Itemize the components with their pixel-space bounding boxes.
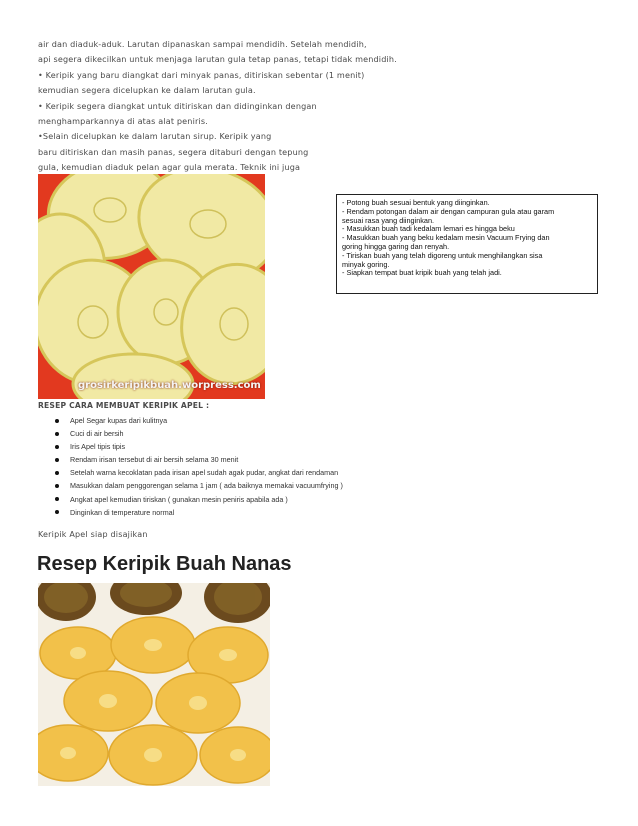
- step-text: Masukkan dalam penggorengan selama 1 jam ( ada baiknya memakai vacuumfrying ): [70, 481, 343, 491]
- list-item: [55, 440, 343, 453]
- step-text: Dinginkan di temperature normal: [70, 507, 175, 517]
- steps-note-box: [336, 194, 598, 294]
- note-line: - Rendam potongan dalam air dengan campuran gula atau garam: [342, 206, 555, 216]
- page-heading: Resep Keripik Buah Nanas: [37, 553, 292, 575]
- apple-chips-illustration: [38, 174, 265, 399]
- intro-paragraph: [38, 37, 438, 191]
- bullet-icon: [55, 432, 59, 436]
- intro-line: baru ditiriskan dan masih panas, segera ditaburi dengan tepung: [38, 146, 309, 157]
- pineapple-chips-photo: [38, 583, 270, 786]
- list-item: [55, 506, 343, 519]
- bullet-icon: [55, 497, 59, 501]
- intro-line: kemudian segera dicelupkan ke dalam larutan gula.: [38, 85, 256, 96]
- bullet-icon: [55, 484, 59, 488]
- note-line: sesuai rasa yang diinginkan.: [342, 215, 435, 225]
- intro-line: •Selain dicelupkan ke dalam larutan sirup. Keripik yang: [38, 131, 272, 142]
- step-text: Rendam irisan tersebut di air bersih selama 30 menit: [70, 455, 239, 465]
- list-item: [55, 453, 343, 466]
- list-item: [55, 493, 343, 506]
- step-text: Angkat apel kemudian tiriskan ( gunakan mesin peniris apabila ada ): [70, 494, 288, 504]
- bullet-icon: [55, 471, 59, 475]
- bullet-icon: [55, 419, 59, 423]
- step-text: Iris Apel tipis tipis: [70, 442, 126, 452]
- intro-line: menghamparkannya di atas alat peniris.: [38, 116, 208, 127]
- list-item: [55, 466, 343, 479]
- apple-chips-photo: [38, 174, 265, 399]
- pineapple-chips-illustration: [38, 583, 270, 786]
- note-line: - Potong buah sesuai bentuk yang diinginkan.: [342, 198, 490, 207]
- intro-line: gula, kemudian diaduk pelan agar gula merata. Teknik ini juga: [38, 162, 301, 173]
- photo-watermark: grosirkeripikbuah.worpress.com: [78, 380, 261, 391]
- note-line: minyak goring.: [342, 259, 390, 269]
- recipe-title: RESEP CARA MEMBUAT KERIPIK APEL :: [38, 401, 210, 410]
- intro-line: air dan diaduk-aduk. Larutan dipanaskan sampai mendidih. Setelah mendidih,: [38, 39, 367, 49]
- list-item: [55, 479, 343, 492]
- list-item: [55, 414, 343, 427]
- note-line: - Masukkan buah tadi kedalam lemari es hingga beku: [342, 224, 515, 234]
- step-text: Apel Segar kupas dari kulitnya: [70, 416, 168, 425]
- intro-line: • Keripik segera diangkat untuk ditiriskan dan didinginkan dengan: [38, 100, 317, 111]
- served-caption: Keripik Apel siap disajikan: [38, 530, 148, 539]
- list-item: [55, 427, 343, 440]
- intro-line: api segera dikecilkan untuk menjaga larutan gula tetap panas, tetapi tidak mendidih.: [38, 54, 397, 65]
- recipe-steps-list: [55, 414, 343, 519]
- step-text: Setelah warna kecoklatan pada irisan apel sudah agak pudar, angkat dari rendaman: [70, 468, 339, 478]
- note-line: - Siapkan tempat buat kripik buah yang telah jadi.: [342, 268, 502, 278]
- step-text: Cuci di air bersih: [70, 429, 124, 439]
- intro-line: • Keripik yang baru diangkat dari minyak panas, ditiriskan sebentar (1 menit): [38, 69, 365, 80]
- bullet-icon: [55, 510, 59, 514]
- bullet-icon: [55, 445, 59, 449]
- bullet-icon: [55, 458, 59, 462]
- note-line: - Masukkan buah yang beku kedalam mesin Vacuum Frying dan: [342, 233, 550, 243]
- note-line: goring hingga garing dan renyah.: [342, 241, 450, 251]
- note-line: - Tiriskan buah yang telah digoreng untuk menghilangkan sisa: [342, 250, 543, 260]
